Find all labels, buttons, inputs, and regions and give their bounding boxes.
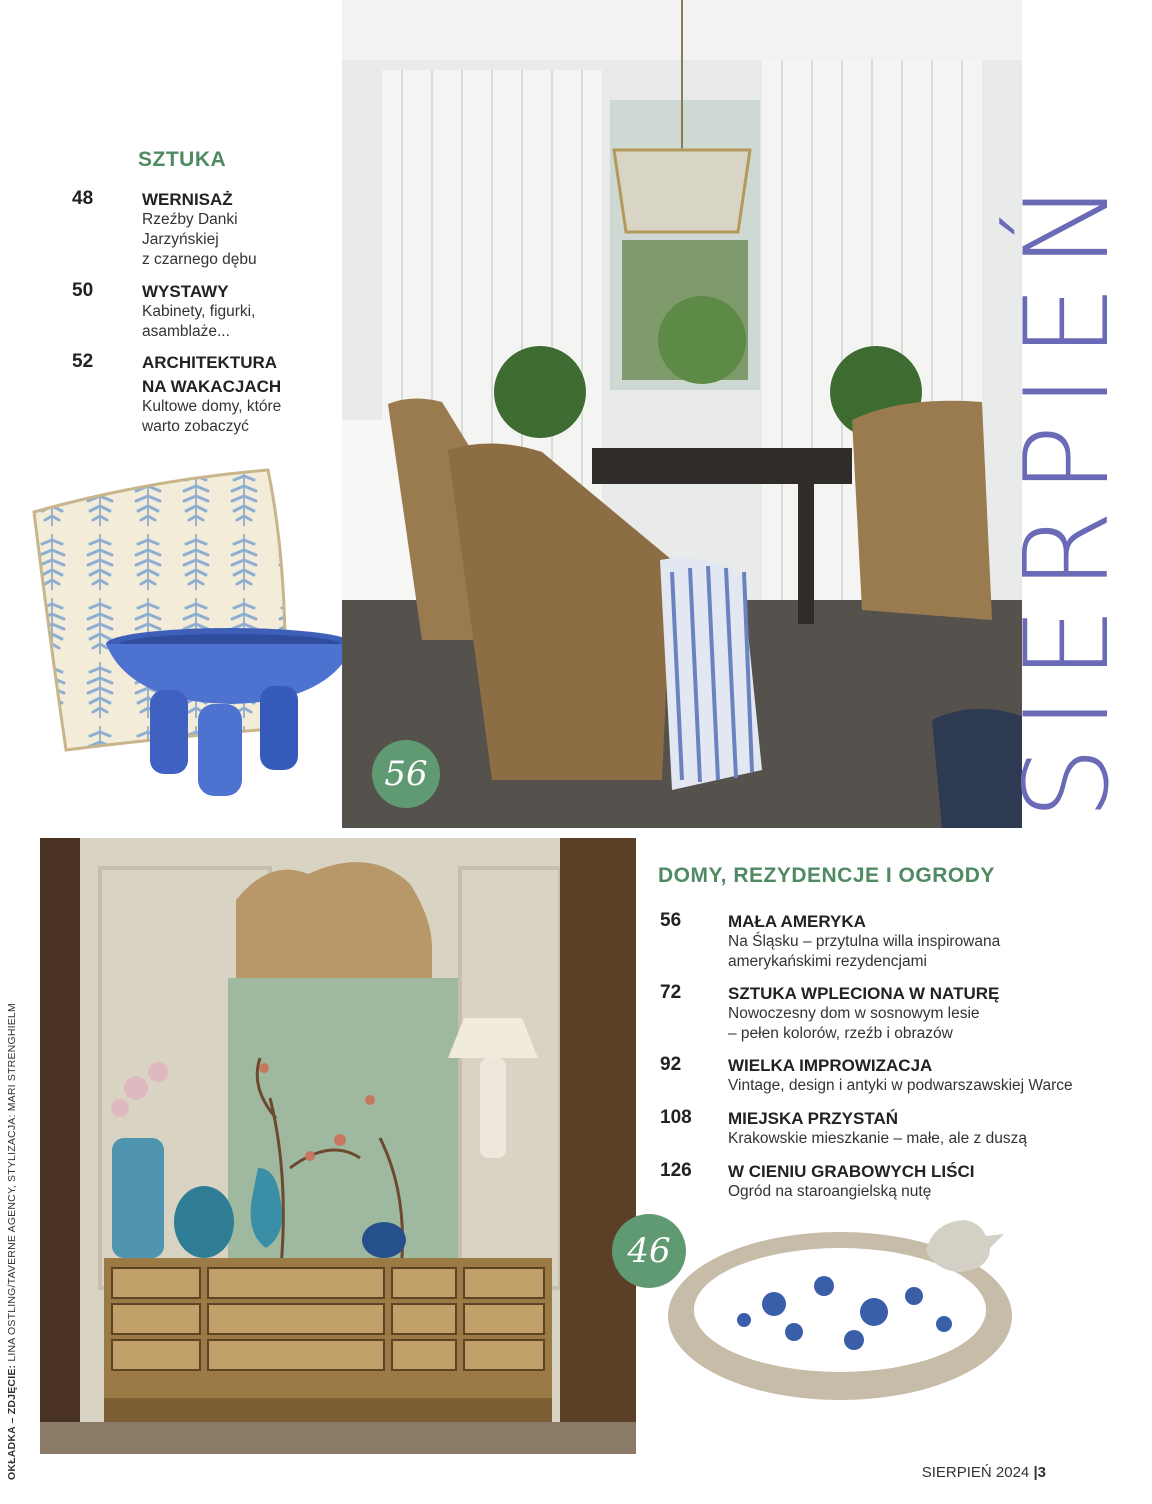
toc-entry[interactable] xyxy=(72,351,332,441)
toc-entry[interactable] xyxy=(72,280,332,340)
entry-description: Rzeźby Danki Jarzyńskiej z czarnego dębu xyxy=(142,211,257,268)
section-title-sztuka: SZTUKA xyxy=(138,148,227,171)
entry-description: Kultowe domy, które warto zobaczyć xyxy=(142,398,282,435)
month-title-vertical: SIERPIEŃ xyxy=(1000,166,1135,820)
entry-title: WERNISAŻ xyxy=(142,190,233,209)
entry-title: MIEJSKA PRZYSTAŃ xyxy=(728,1109,899,1128)
page-badge-56[interactable]: 56 xyxy=(372,740,440,808)
entry-title: SZTUKA WPLECIONA W NATURĘ xyxy=(728,984,1000,1003)
toc-entry[interactable] xyxy=(660,910,1110,974)
entry-description: Kabinety, figurki, asamblaże... xyxy=(142,303,256,340)
page-footer: SIERPIEŃ 2024 |3 xyxy=(921,1464,1046,1481)
bird-bath-image xyxy=(664,1216,1024,1416)
page-number: 48 xyxy=(72,188,94,209)
toc-entry[interactable] xyxy=(660,1054,1110,1098)
toc-entry[interactable] xyxy=(660,1160,1110,1204)
entry-description: Ogród na staroangielską nutę xyxy=(728,1183,932,1200)
page-number: 126 xyxy=(660,1160,692,1181)
toc-entry[interactable] xyxy=(72,188,332,268)
cover-photo xyxy=(40,838,636,1454)
entry-title: WYSTAWY xyxy=(142,282,229,301)
entry-title: WIELKA IMPROWIZACJA xyxy=(728,1056,933,1075)
page-number: 52 xyxy=(72,351,94,372)
toc-entry[interactable] xyxy=(660,982,1110,1046)
page-number: 108 xyxy=(660,1107,692,1128)
toc-entry[interactable] xyxy=(660,1107,1110,1151)
page-badge-46[interactable]: 46 xyxy=(612,1214,686,1288)
blue-bowl-image xyxy=(100,624,360,800)
page-number: 50 xyxy=(72,280,94,301)
page-number: 92 xyxy=(660,1054,682,1075)
dining-room-photo xyxy=(342,0,1022,828)
entry-description: Nowoczesny dom w sosnowym lesie – pełen kolorów, rzeźb i obrazów xyxy=(728,1005,980,1042)
entry-title: MAŁA AMERYKA xyxy=(728,912,866,931)
entry-description: Na Śląsku – przytulna willa inspirowana amerykańskimi rezydencjami xyxy=(728,933,1001,970)
entry-title: W CIENIU GRABOWYCH LIŚCI xyxy=(728,1162,975,1181)
photo-credit: OKŁADKA – ZDJĘCIE: LINA OSTLING/TAVERNE AGENCY, STYLIZACJA: MARI STRENGHIELM xyxy=(6,1003,18,1480)
section-title-domy: DOMY, REZYDENCJE I OGRODY xyxy=(658,864,995,887)
entry-title: ARCHITEKTURA NA WAKACJACH xyxy=(142,353,282,396)
entry-description: Krakowskie mieszkanie – małe, ale z duszą xyxy=(728,1130,1027,1147)
page-number: 56 xyxy=(660,910,682,931)
entry-description: Vintage, design i antyki w podwarszawskiej Warce xyxy=(728,1077,1073,1094)
page-number: 72 xyxy=(660,982,682,1003)
